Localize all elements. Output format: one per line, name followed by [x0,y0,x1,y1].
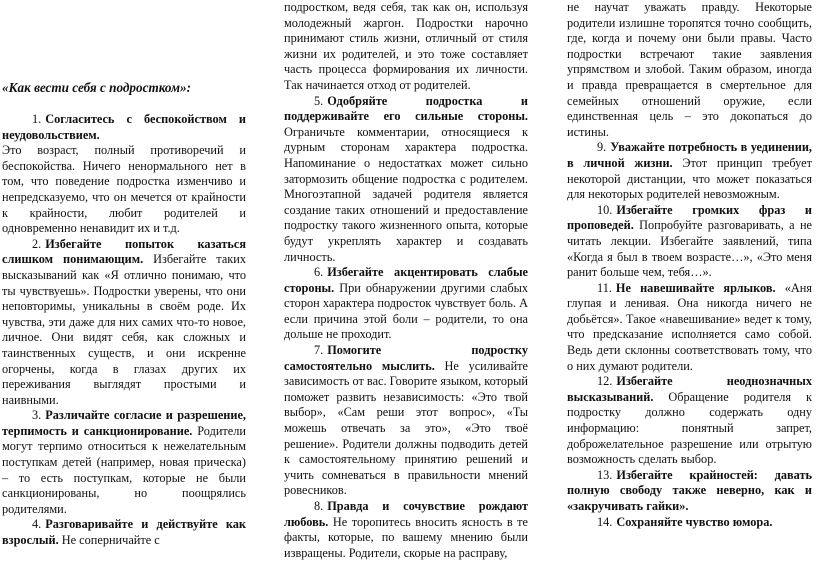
rule-number: 9. [597,140,607,155]
rule-text: Обращение родителя к подростку должно содержать одну информацию: понятный запрет, доброжелательное разрешение или отрытую возможность сделать выбор. [567,389,812,467]
rule-number: 13. [597,467,613,482]
rule-item [2,408,246,517]
rule-item [567,281,812,375]
rule-item [567,203,812,281]
rule-item [2,237,246,409]
rule-item [284,265,528,343]
rule-text: При обнаружении другими слабых сторон характера подросток чувствует боль. А если причина этой боли – родители, то она дольше не проходит. [284,280,528,342]
rule-heading: Сохраняйте чувство юмора. [616,514,773,529]
rule-number: 11. [597,280,612,295]
rule-number: 12. [597,374,613,389]
rule-heading: Помогите подростку самостоятельно мыслить. [284,343,528,373]
rule-text: Попробуйте разговаривать, а не читать лекции. Избегайте заявлений, типа «Когда я был в твоем возрасте…», «Это меня ранит больше чем, тебя…». [567,218,812,280]
rule-heading: Избегайте громких фраз и проповедей. [567,202,812,233]
rule-item [284,499,528,561]
rule-item [2,112,246,237]
rule-heading: Уважайте потребность в уединении, в личной жизни. [567,140,812,170]
rule-text: Не усиливайте зависимость от вас. Говорите языком, который поможет развить независимость: «Это твой выбор», «Сам реши этот вопрос», «Ты можешь отвечать за это», «Это твоё решение». Родители должны подводить детей к самостоятельному принятию решений и учить сомневаться в правильности мнений ровесников. [284,358,528,498]
rule-item [567,468,812,515]
rule-number: 8. [314,499,324,513]
rule-text: Не торопитесь вносить ясность в те факты, которые, по вашему мнению были извращены. Родители, скорые на расправу, [284,514,528,560]
rule-item [567,140,812,202]
rule-item [284,343,528,499]
rule-text: Этот принцип требует некоторой дистанции, что может показаться для некоторых родителей невозможным. [567,155,812,202]
rule-item [567,530,812,546]
rule-heading: Различайте согласие и разрешение, терпимость и санкционирование. [2,408,246,438]
rule-number: 1. [32,112,42,126]
rule-text: Родители могут терпимо относиться к нежелательным поступкам детей (например, новая прическа) – то есть поступкам, которые не были санкционированы, но поощрялись родителями. [2,423,246,516]
column-2 [284,0,528,561]
rule-text: «Аня глупая и ленивая. Она никогда ничего не добьётся». Такое «навешивание» ведет к тому, что предсказание исполняется само собой. Ведь дети склонны соответствовать тому, что о них думают родители. [567,280,812,373]
continued-text: подростком, ведя себя, так как он, используя молодежный жаргон. Подростки нарочно принимают стиль жизни, отличный от стиля жизни их родителей, и это тоже составляет часть процесса формирования их личности. Так начинается отход от родителей. [284,0,528,92]
rule-heading: Одобряйте подростка и поддерживайте его сильные стороны. [284,93,528,124]
rule-number: 2. [32,236,42,251]
rule-number: 5. [314,93,324,108]
rule-text: Ограничьте комментарии, относящиеся к дурным сторонам характера подростка. Напоминание о недостатках может сильно затормозить общение подростка с родителем. Многоэтапной задачей родителя является создание таких отношений и предоставление подростку такого жизненного опыта, которые будут укреплять характер и создавать личность. [284,124,528,264]
rule-number: 4. [32,517,42,532]
document-title: «Как вести себя с подростком»: [2,80,192,95]
rule-item [284,94,528,266]
rule-item [567,374,812,468]
rule-number: 3. [32,408,42,423]
rule-number: 10. [597,202,613,217]
rule-heading: Избегайте крайностей: давать полную свободу также неверно, как и «закручивать гайки». [567,467,812,513]
rule-text: Не соперничайте с [58,533,160,548]
rule-item [2,517,246,548]
rule-text: Это возраст, полный противоречий и беспокойства. Ничего ненормального нет в том, что поведение подростка изменчиво и непредсказуемо, что он мечется от крайности к крайности, любит родителей и одновременно ненавидит их и т.д. [2,143,246,236]
rule-number: 6. [314,265,324,280]
rule-item [567,515,812,531]
rule-heading: Правда и сочувствие рождают любовь. [284,499,528,529]
rule-heading: Избегайте акцентировать слабые стороны. [284,265,528,295]
rule-heading: Разговаривайте и действуйте как взрослый. [2,517,246,548]
rule-heading: Избегайте попыток казаться слишком понимающим. [2,236,246,267]
rule-heading: Не навешивайте ярлыков. [615,280,776,295]
rule-number: 14. [597,514,613,529]
rule-text: Избегайте таких высказываний как «Я отлично понимаю, что ты чувствуешь». Подростки уверены, что они неповторимы, уникальны в своём роде. Их чувства, эти даже для них самих что-то новое, личное. Они видят себя, как сложных и таинственных существ, и они искренне огорчены, когда в глазах других их переживания выглядят простыми и наивными. [2,252,246,407]
column-1 [2,112,246,549]
rule-number: 7. [314,343,324,358]
rule-heading: Согласитесь с беспокойством и неудовольствием. [2,112,246,142]
rule-heading: Избегайте неоднозначных высказываний. [567,374,812,404]
column-3 [567,0,812,546]
continued-text: не научат уважать правду. Некоторые родители излишне торопятся точно сообщить, где, когда и почему они были правы. Часто подростки встречают такие заявления упрямством и злобой. Таким образом, иногда и правда превращается в смертельное для семейных отношений оружие, если единственная цель – это докопаться до истины. [567,0,812,139]
